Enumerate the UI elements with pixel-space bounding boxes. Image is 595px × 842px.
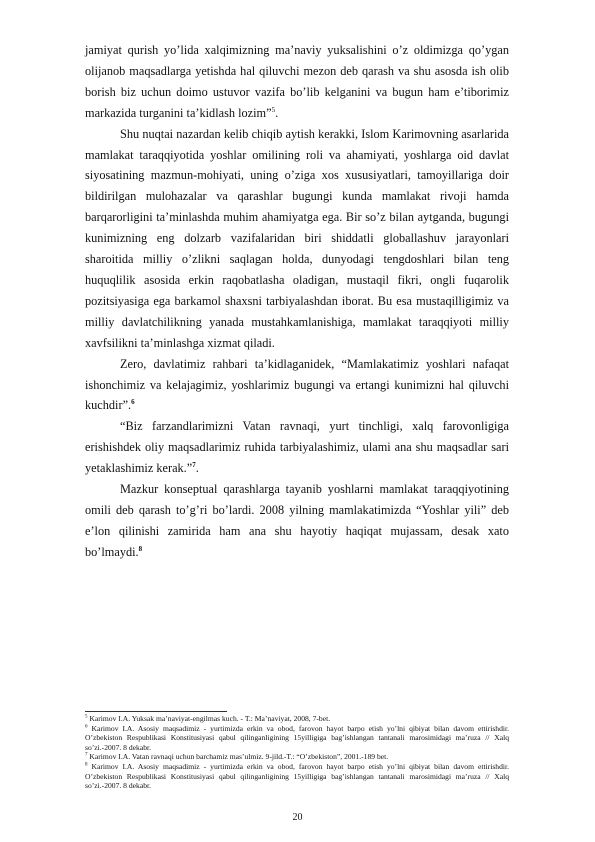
footnote-text: Karimov I.A. Asosiy maqsadimiz - yurtimizda erkin va obod, farovon hayot barpo etish yo’lni qibiyat bilan davom ettirishdir. O’zbekiston Respublikasi Konstitusiyasi qabul qilinganligining 15yilligiga bag’ishlangan tantanali marosimidagi ma’ruza // Xalq so’zi.-2007. 8 dekabr. [85, 723, 509, 752]
paragraph-tail: . [195, 461, 199, 476]
footnote [85, 762, 509, 791]
paragraph-text: jamiyat qurish yo’lida xalqimizning ma’naviy yuksalishini o’z oldimizga qo’ygan olijanob maqsadlarga yetishda hal qiluvchi mezon deb qarash va shu asosda ish olib borish biz uchun doimo ustuvor vazifa bo’lib kelganini va bugun ham e’tiborimiz markazida turganini ta’kidlash lozim” [85, 43, 509, 120]
paragraph-text: Shu nuqtai nazardan kelib chiqib aytish kerakki, Islom Karimovning asarlarida mamlakat taraqqiyotida yoshlar omilining roli va ahamiyati, yoshlarga oid davlat siyosatining mazmun-mohiyati, uning o’ziga xos xususiyatlari, tamoyillariga doir bildirilgan mulohazalar va qarashlar bugungi kunda mamlakat rivoji hamda barqarorligini ta’minlashda muhim ahamiyatga ega. Bir so’z bilan aytganda, bugungi kunimizning eng dolzarb vazifalaridan biri shiddatli globallashuv jarayonlari sharoitida milliy o’zlikni saqlagan holda, dunyodagi tengdoshlari bilan teng huquqlilik asosida erkin raqobatlasha oladigan, mustaqil fikri, ongli fuqarolik pozitsiyasiga ega barkamol shaxsni tarbiyalashdan iborat. Bu esa mustaqilligimiz va milliy davlatchilikning yanada mustahkamlanishiga, mamlakat taraqqiyoti milliy xavfsilikni ta’minlashga xizmat qiladi. [85, 126, 509, 350]
footnote-ref: 7 [192, 461, 196, 470]
footnote-text: Karimov I.A. Asosiy maqsadimiz - yurtimizda erkin va obod, farovon hayot barpo etish yo’lni qibiyat bilan davom ettirishdir. O’zbekiston Respublikasi Konstitusiyasi qabul qilinganligining 15yilligiga bag’ishlangan tantanali marosimidagi ma’ruza // Xalq so’zi.-2007. 8 dekabr. [85, 761, 509, 791]
paragraph-text: Mazkur konseptual qarashlarga tayanib yoshlarni mamlakat taraqqiyotining omili deb qarash to’g’ri bo’lardi. 2008 yilning mamlakatimizda “Yoshlar yili” deb e’lon qilinishi zamirida ham ana shu hayotiy haqiqat mujassam, desak xato bo’lmaydi. [85, 482, 509, 559]
paragraph-text: “Biz farzandlarimizni Vatan ravnaqi, yurt tinchligi, xalq farovonligiga erishishdek oliy maqsadlarimiz ruhida tarbiyalashimiz, ulami ana shu maqsadlar sari yetaklashimiz kerak.” [85, 419, 509, 476]
paragraph-text: Zero, davlatimiz rahbari ta’kidlaganidek, “Mamlakatimiz yoshlari nafaqat ishonchimiz va kelajagimiz, yoshlarimiz bugungi va ertangi kunimizni hal qiluvchi kuchdir”. [85, 356, 509, 413]
paragraph-tail: . [275, 105, 279, 120]
footnote-ref: 5 [271, 105, 276, 114]
footnote [85, 724, 509, 753]
footnote-ref: 6 [131, 398, 135, 407]
footnote-number: 7 [85, 752, 88, 758]
footnote-number: 6 [85, 724, 88, 730]
body-text [85, 40, 509, 563]
paragraph [85, 479, 509, 563]
footnote [85, 714, 509, 724]
footnote-separator [85, 711, 227, 712]
paragraph [85, 40, 509, 124]
paragraph [85, 354, 509, 417]
page-number: 20 [292, 812, 303, 823]
footnote-text: Karimov I.A. Yuksak ma’naviyat-engilmas kuch. - T.: Ma’naviyat, 2008, 7-bet. [89, 714, 331, 723]
paragraph [85, 124, 509, 354]
footnote-text: Karimov I.A. Vatan ravnaqi uchun barchamiz mas’ulmiz. 9-jild.-T.: “O’zbekiston”, 2001.-189 bet. [89, 752, 389, 762]
paragraph [85, 416, 509, 479]
footnote-number: 5 [85, 714, 88, 720]
footnote [85, 752, 509, 762]
footnote-ref: 8 [138, 544, 143, 553]
footnotes [85, 714, 509, 791]
footnote-number: 8 [85, 762, 88, 768]
